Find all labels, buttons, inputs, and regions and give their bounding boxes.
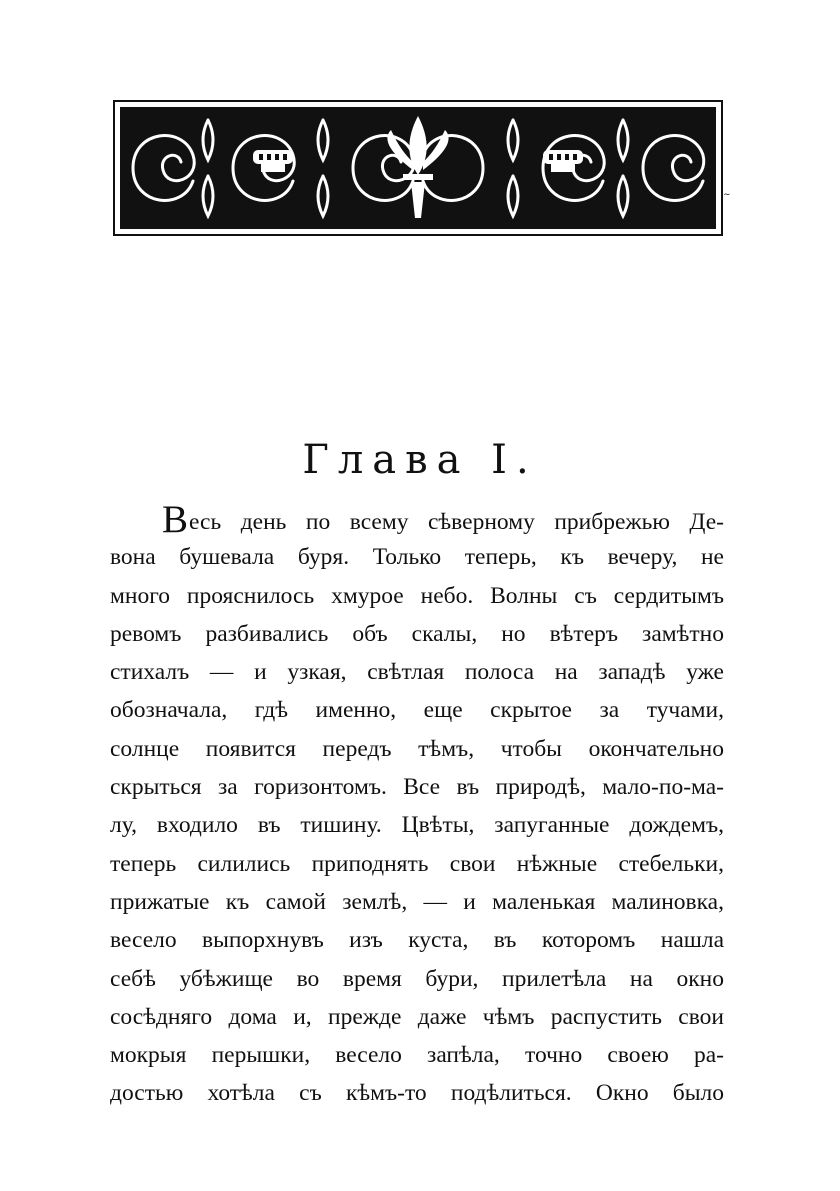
- chapter-paragraph: [110, 500, 724, 1113]
- paragraph-line: прижатые къ самой землѣ, — и маленькая малиновка,: [110, 888, 724, 915]
- paragraph-line: Весь день по всему сѣверному прибрежью Де-: [162, 498, 724, 541]
- ornament-tail-mark: ~: [723, 190, 731, 200]
- paragraph-line: мокрыя перышки, весело запѣла, точно своею ра-: [110, 1042, 724, 1069]
- floral-ornament-icon: [113, 100, 723, 236]
- paragraph-line: сосѣдняго дома и, прежде даже чѣмъ распустить свои: [110, 1003, 724, 1030]
- initial-letter: В: [162, 498, 189, 541]
- paragraph-line: себѣ убѣжище во время бури, прилетѣла на окно: [110, 965, 724, 992]
- paragraph-line: лу, входило въ тишину. Цвѣты, запуганные дождемъ,: [110, 812, 724, 839]
- paragraph-line: стихалъ — и узкая, свѣтлая полоса на западѣ уже: [110, 659, 724, 686]
- paragraph-line: ревомъ разбивались объ скалы, но вѣтеръ замѣтно: [110, 620, 724, 647]
- paragraph-line: достью хотѣла съ кѣмъ-то подѣлиться. Окно было: [110, 1080, 724, 1107]
- paragraph-line: теперь силились приподнять свои нѣжные стебельки,: [110, 850, 724, 877]
- paragraph-line: вона бушевала буря. Только теперь, къ вечеру, не: [110, 544, 724, 571]
- paragraph-line: скрыться за горизонтомъ. Все въ природѣ, мало-по-ма-: [110, 774, 724, 801]
- paragraph-line: весело выпорхнувъ изъ куста, въ которомъ нашла: [110, 927, 724, 954]
- chapter-heading: Глава I.: [302, 437, 538, 483]
- paragraph-line: много прояснилось хмурое небо. Волны съ сердитымъ: [110, 582, 724, 609]
- ornamental-headpiece: [113, 100, 723, 236]
- paragraph-line: обозначала, гдѣ именно, еще скрытое за тучами,: [110, 697, 724, 724]
- paragraph-line: солнце появится передъ тѣмъ, чтобы окончательно: [110, 735, 724, 762]
